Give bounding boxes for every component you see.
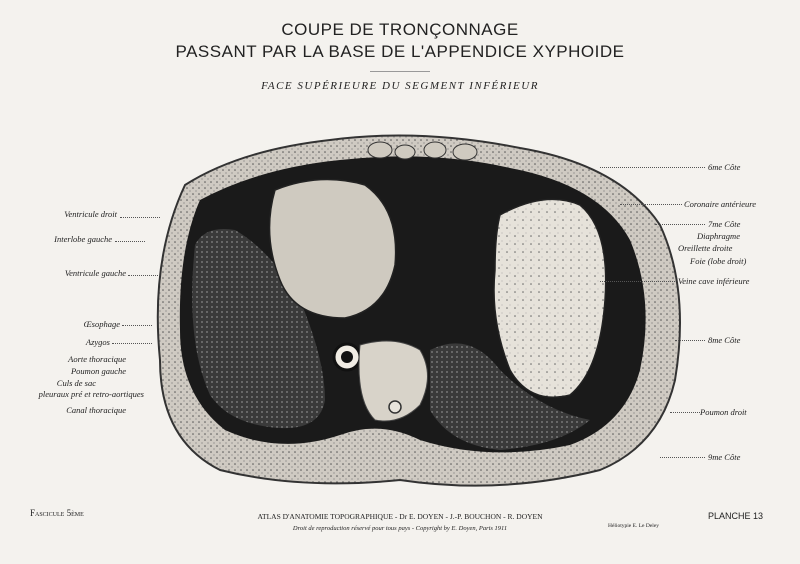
label-6me-cote: 6me Côte: [708, 162, 741, 172]
leader-line: [600, 281, 675, 282]
label-coronaire-anterieure: Coronaire antérieure: [684, 199, 757, 209]
label-poumon-droit: Poumon droit: [700, 407, 747, 417]
label-poumon-gauche: Poumon gauche: [70, 366, 126, 376]
leader-line: [620, 204, 682, 205]
leader-line: [655, 224, 705, 225]
label-diaphragme: Diaphragme: [697, 231, 740, 241]
label-ventricule-gauche: Ventricule gauche: [64, 268, 126, 278]
label-oesophage: Œsophage: [83, 319, 120, 329]
label-8me-cote: 8me Côte: [708, 335, 741, 345]
label-oreillette-droite: Oreillette droite: [678, 243, 733, 253]
label-ventricule-droit: Ventricule droit: [64, 209, 117, 219]
label-9me-cote: 9me Côte: [708, 452, 741, 462]
fascicule-label: Fascicule 5ème: [30, 508, 84, 518]
title-line-2: PASSANT PAR LA BASE DE L'APPENDICE XYPHOIDE: [175, 42, 625, 61]
leader-line: [115, 241, 145, 242]
label-7me-cote: 7me Côte: [708, 219, 741, 229]
label-aorte-thoracique: Aorte thoracique: [68, 354, 126, 364]
label-interlobe-gauche: Interlobe gauche: [54, 234, 112, 244]
label-veine-cave-inferieure: Veine cave inférieure: [678, 276, 750, 286]
liver: [494, 199, 606, 397]
label-foie-lobe-droit: Foie (lobe droit): [690, 256, 747, 266]
leader-line: [120, 217, 160, 218]
leader-line: [122, 325, 152, 326]
label-azygos: Azygos: [85, 337, 110, 347]
title-line-1: COUPE DE TRONÇONNAGE: [281, 20, 519, 39]
atlas-credit: ATLAS D'ANATOMIE TOPOGRAPHIQUE - Dr E. DOYEN - J.-P. BOUCHON - R. DOYEN: [257, 512, 543, 521]
leader-line: [670, 412, 700, 413]
label-culs-de-sac-detail: pleuraux pré et retro-aortiques: [38, 389, 144, 399]
leader-line: [675, 340, 705, 341]
printer-credit: Héliotypie E. Le Deley: [608, 523, 660, 529]
leader-line: [128, 275, 158, 276]
copyright-notice: Droit de reproduction réservé pour tous pays - Copyright by E. Doyen, Paris 1911: [292, 525, 508, 532]
leader-line: [600, 167, 705, 168]
leader-line: [112, 343, 152, 344]
label-culs-de-sac: Culs de sac: [56, 378, 96, 388]
plate-number: PLANCHE 13: [708, 511, 764, 521]
label-canal-thoracique: Canal thoracique: [66, 405, 126, 415]
leader-line: [660, 457, 705, 458]
subtitle: FACE SUPÉRIEURE DU SEGMENT INFÉRIEUR: [261, 80, 539, 92]
